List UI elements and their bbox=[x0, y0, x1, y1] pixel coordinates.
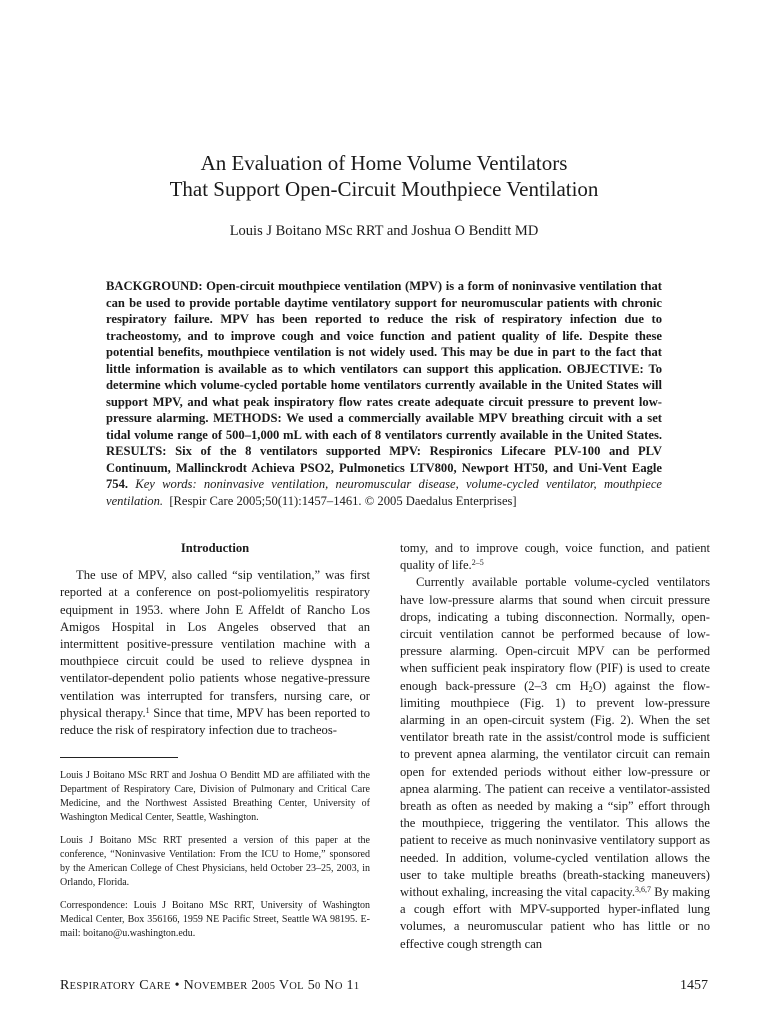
abstract bbox=[106, 278, 662, 509]
journal-info: RESPIRATORY CARE • NOVEMBER 2005 VOL 50 NO 11 bbox=[60, 978, 360, 993]
footnote-correspondence: Correspondence: Louis J Boitano MSc RRT, University of Washington Medical Center, Box 356166, 1959 NE Pacific Street, Seattle WA 98195. E-mail: boitano@u.washington.edu. bbox=[60, 900, 370, 939]
subscript: 2 bbox=[588, 684, 593, 694]
citation-superscript: 1 bbox=[145, 705, 150, 715]
footnote-presentation: Louis J Boitano MSc RRT presented a version of this paper at the conference, “Noninvasive Ventilation: From the ICU to Home,” sponsored by the American College of Chest Physicians, held October 23–25, 2003, in Orlando, Florida. bbox=[60, 835, 370, 888]
title-line-2: That Support Open-Circuit Mouthpiece Ventilation bbox=[169, 177, 599, 201]
author-list: Louis J Boitano MSc RRT and Joshua O Benditt MD bbox=[229, 223, 539, 239]
citation-superscript: 3,6,7 bbox=[635, 885, 652, 895]
left-column bbox=[60, 540, 370, 739]
citation-superscript: 2–5 bbox=[471, 558, 484, 568]
paper-title bbox=[0, 150, 768, 202]
footnote-divider bbox=[60, 757, 178, 758]
footnotes bbox=[60, 769, 370, 950]
abstract-keywords: Key words: noninvasive ventilation, neuromuscular disease, volume-cycled ventilator, mouthpiece ventilation. bbox=[106, 477, 662, 508]
running-footer-journal bbox=[60, 978, 359, 994]
intro-paragraph-1: The use of MPV, also called “sip ventilation,” was first reported at a conference on post-poliomyelitis respiratory equipment in 1953. where John E Affeldt of Rancho Los Amigos Hospital in Los Angeles observed that an intermittent positive-pressure ventilation machine with a mouthpiece circuit could be used to relieve dyspnea in ventilator-dependent polio patients whose negative-pressure ventilation was interrupted for transfers, nursing care, or physical therapy.$^1$ Since that time, MPV has been reported to reduce the risk of respiratory infection due to tracheos- bbox=[60, 568, 370, 738]
footnote-affiliation: Louis J Boitano MSc RRT and Joshua O Benditt MD are affiliated with the Department of Respiratory Care, Division of Pulmonary and Critical Care Medicine, and the Northwest Assisted Breathing Center, University of Washington Medical Center, Seattle, Washington. bbox=[60, 770, 370, 823]
page-number: 1457 bbox=[680, 978, 708, 993]
intro-paragraph-1-continued: tomy, and to improve cough, voice function, and patient quality of life.$^{2-5}$ bbox=[400, 541, 710, 573]
abstract-body: BACKGROUND: Open-circuit mouthpiece ventilation (MPV) is a form of noninvasive ventilation that can be used to provide portable daytime ventilatory support for neuromuscular patients with chronic respiratory failure. MPV has been reported to reduce the risk of respiratory infection due to tracheostomy, and to improve cough and voice function and patient quality of life. Despite these potential benefits, mouthpiece ventilation is not widely used. This may be due in part to the fact that little information is available as to which ventilators can support this application. OBJECTIVE: To determine which volume-cycled portable home ventilators currently available in the United States will support MPV, and what peak inspiratory flow rates create adequate circuit pressure to prevent low-pressure alarming. METHODS: We used a commercially available MPV breathing circuit with a set tidal volume range of 500–1,000 mL with each of 8 ventilators currently available in the United States. RESULTS: Six of the 8 ventilators supported MPV: Respironics Lifecare PLV-100 and PLV Continuum, Mallinckrodt Achieva PSO2, Pulmonetics LTV800, Newport HT50, and Uni-Vent Eagle 754. bbox=[106, 279, 662, 491]
right-column bbox=[400, 540, 710, 953]
abstract-citation: [Respir Care 2005;50(11):1457–1461. © 2005 Daedalus Enterprises] bbox=[169, 493, 517, 508]
section-heading-introduction: Introduction bbox=[180, 541, 250, 555]
title-line-1: An Evaluation of Home Volume Ventilators bbox=[200, 151, 568, 175]
intro-paragraph-2: Currently available portable volume-cycled ventilators have low-pressure alarms that sound when circuit pressure drops, indicating a tubing disconnection. Normally, open-circuit ventilation cannot be performed because of low-pressure alarming. Open-circuit MPV can be performed when sufficient peak inspiratory flow (PIF) is used to create enough back-pressure (2–3 cm $H_2O$) against the flow-limiting mouthpiece (Fig. 1) to prevent low-pressure alarming in an open-circuit system (Fig. 2). When the set ventilator breath rate in the assist/control mode is sufficient to prevent apnea alarming, the ventilator circuit can remain open for extended periods without either low-pressure or apnea alarming. The patient can receive a ventilator-assisted breath as often as needed by making a “sip” effort through the mouthpiece, triggering the ventilator. This allows the patient to receive as much noninvasive ventilatory support as needed. In addition, volume-cycled ventilation allows the user to take multiple breaths (breath-stacking maneuvers) without exhaling, increasing the vital capacity.$^{3,6,7}$ By making a cough effort with MPV-supported hyper-inflated lung volumes, a neuromuscular patient who has little or no effective cough strength can bbox=[400, 575, 710, 951]
